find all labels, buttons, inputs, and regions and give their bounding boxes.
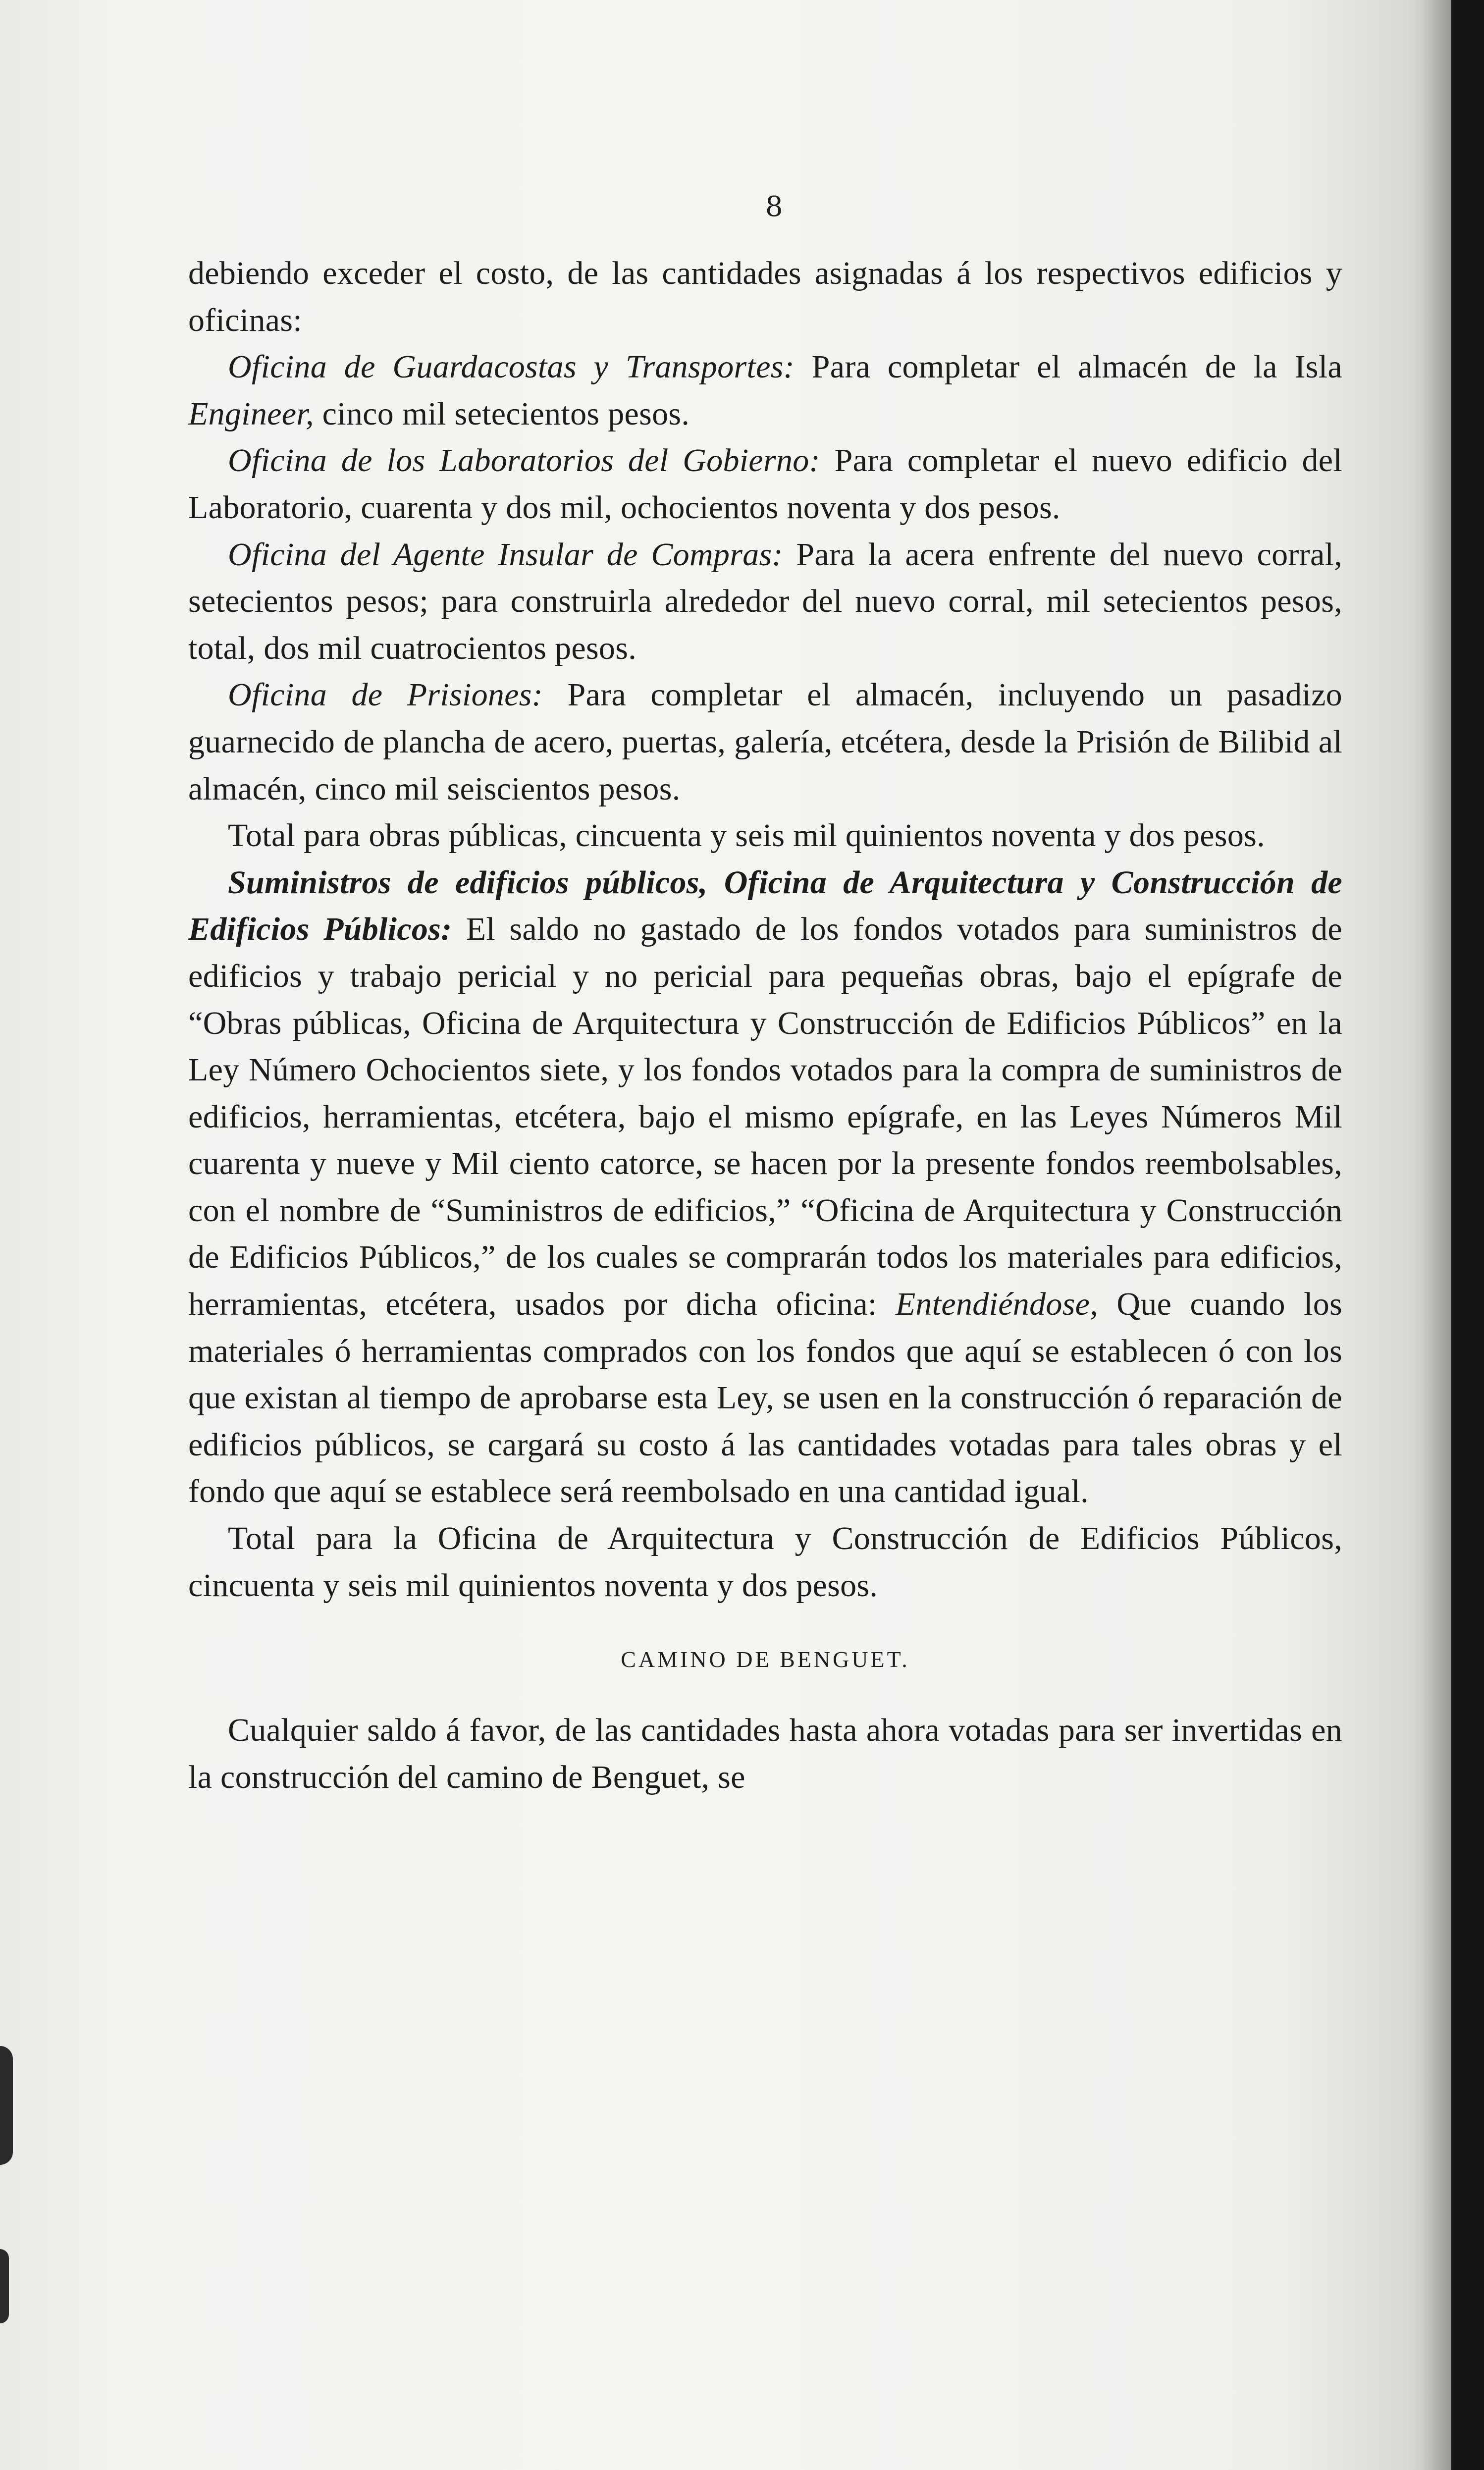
office-heading: Oficina de Guardacostas y Transportes: (228, 349, 795, 385)
paragraph-total-arquitectura (188, 1515, 1342, 1609)
paragraph-total-obras (188, 812, 1342, 859)
paragraph-text: Para completar el almacén de la Isla (795, 349, 1342, 385)
proviso-word: Entendiéndose, (895, 1286, 1099, 1323)
paragraph-text: Para completar el nuevo edificio del Laboratorio, cuarenta y dos mil, ochocientos noventa y dos pesos. (188, 442, 1342, 526)
section-title: CAMINO DE BENGUET. (621, 1647, 910, 1672)
paragraph-laboratorios (188, 437, 1342, 531)
document-body (188, 250, 1342, 1801)
office-heading: Suministros de edificios públicos, Oficina de Arquitectura y Construcción de Edificios Públicos: (188, 864, 1342, 948)
office-heading: Oficina de Prisiones: (228, 677, 543, 713)
page-edge-mark (0, 2046, 13, 2165)
paragraph-text: debiendo exceder el costo, de las cantidades asignadas á los respectivos edificios y oficinas: (188, 255, 1342, 338)
paragraph-benguet (188, 1707, 1342, 1801)
paragraph-intro (188, 250, 1342, 344)
paragraph-text: Que cuando los materiales ó herramientas comprados con los fondos que aquí se establecen ó con los que existan al tiempo de aprobarse esta Ley, se usen en la construcción ó reparación de edificios públicos, se cargará su costo á las cantidades votadas para tales obras y el fondo que aquí se establece será reembolsado en una cantidad igual. (188, 1286, 1342, 1510)
paragraph-suministros (188, 859, 1342, 1515)
book-spine-shadow (1451, 0, 1484, 2470)
paragraph-text: Total para obras públicas, cincuenta y seis mil quinientos noventa y dos pesos. (228, 817, 1265, 854)
paragraph-guardacostas (188, 344, 1342, 437)
paragraph-agente-compras (188, 532, 1342, 672)
paragraph-prisiones (188, 672, 1342, 812)
office-heading: Oficina de los Laboratorios del Gobierno: (228, 442, 820, 479)
place-name: Engineer, (188, 395, 314, 432)
page-edge-mark (0, 2249, 9, 2323)
paragraph-text: Para la acera enfrente del nuevo corral, setecientos pesos; para construirla alrededor del nuevo corral, mil setecientos pesos, total, dos mil cuatrocientos pesos. (188, 536, 1342, 666)
paragraph-text: Cualquier saldo á favor, de las cantidades hasta ahora votadas para ser invertidas en la construcción del camino de Benguet, se (188, 1712, 1342, 1795)
paragraph-text: El saldo no gastado de los fondos votados para suministros de edificios y trabajo pericial y no pericial para pequeñas obras, bajo el epígrafe de “Obras públicas, Oficina de Arquitectura y Construcción de Edificios Públicos” en la Ley Número Ochocientos siete, y los fondos votados para la compra de suministros de edificios, herramientas, etcétera, bajo el mismo epígrafe, en las Leyes Números Mil cuarenta y nueve y Mil ciento catorce, se hacen por la presente fondos reembolsables, con el nombre de “Suministros de edificios,” “Oficina de Arquitectura y Construcción de Edificios Públicos,” de los cuales se comprarán todos los materiales para edificios, herramientas, etcétera, usados por dicha oficina: (188, 911, 1342, 1323)
page-number: 8 (765, 191, 783, 223)
paragraph-text: Total para la Oficina de Arquitectura y Construcción de Edificios Públicos, cincuenta y seis mil quinientos noventa y dos pesos. (188, 1520, 1342, 1604)
paragraph-text: cinco mil setecientos pesos. (314, 395, 690, 432)
office-heading: Oficina del Agente Insular de Compras: (228, 536, 783, 573)
paragraph-text: Para completar el almacén, incluyendo un pasadizo guarnecido de plancha de acero, puertas, galería, etcétera, desde la Prisión de Bilibid al almacén, cinco mil seiscientos pesos. (188, 677, 1342, 807)
